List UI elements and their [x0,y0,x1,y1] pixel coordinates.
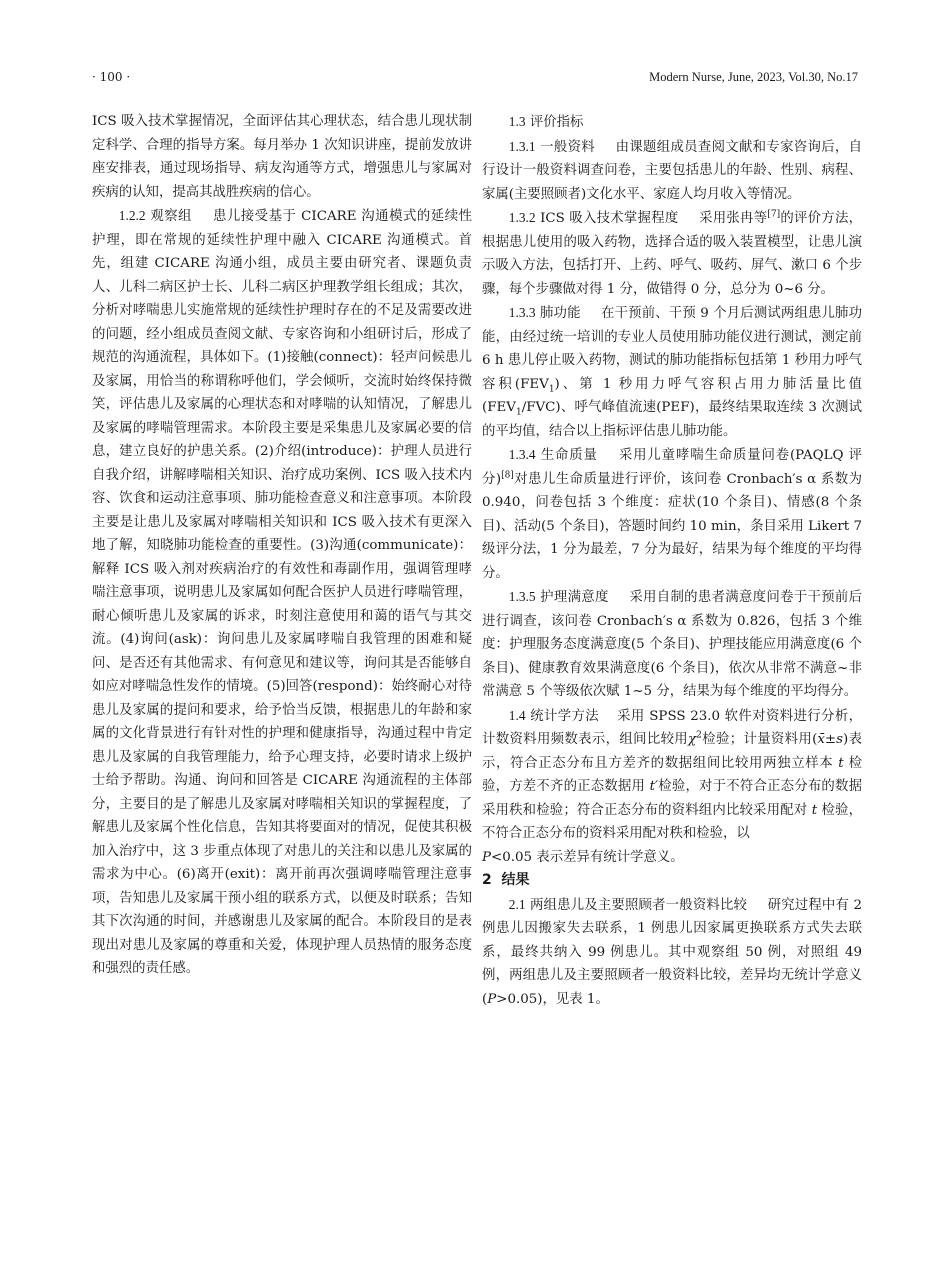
section-text: )、第 1 秒用力呼气容积占用力肺活量比值(FEV [482,376,862,415]
section-1-2-2 [92,204,472,981]
section-text: 由课题组成员查阅文献和专家咨询后，自行设计一般资料调查问卷，主要包括患儿的年龄、性别、病程、家属(主要照顾者)文化水平、家庭人均月收入等情况。 [482,139,863,202]
section-text: 检验，对于不符合正态分布的数据采用秩和检验；符合正态分布的资料组内比较采用配对 [482,779,863,818]
section-2-1 [482,893,862,1012]
section-1-3-5 [482,585,862,704]
citation-ref: [7] [767,209,781,220]
section-number: 1.3.5 [508,589,536,604]
superscript: 2 [696,730,702,741]
section-number: 2.1 [508,896,526,912]
section-title: ICS 吸入技术掌握程度 [540,211,679,226]
t-symbol: t [838,755,844,771]
section-number: 1.3.4 [508,447,536,462]
subscript: 1 [515,407,522,418]
p-symbol: P [482,849,492,865]
section-1-3-4 [482,443,862,585]
section-text: 采用自制的患者满意度问卷于干预前后进行调查，该问卷 Cronbach′s α 系数为 0.826，包括 3 个维度：护理服务态度满意度(5 个条目)、护理技能应用满意度(6 个条目)、健康教育效果满意度(6 个条目)，依次从非常不满意~非常满意 5 个等级依次赋 1~5 分，结果为每个维度的平均得分。 [482,590,863,699]
left-column [92,110,472,981]
section-text: 采用张冉等 [699,211,768,226]
section-number: 2 [482,872,492,888]
right-column [482,110,862,1011]
section-number: 1.3 [508,114,526,129]
section-text: 检验，不符合正态分布的资料采用配对秩和检验，以 [482,802,862,841]
section-title: 生命质量 [540,448,598,463]
section-text: /FVC)、呼气峰值流速(PEF)，最终结果取连续 3 次测试的平均值，结合以上指标评估患儿肺功能。 [482,400,862,439]
section-text: >0.05)，见表 1。 [496,991,609,1007]
section-number: 1.3.3 [508,305,536,320]
section-number: 1.3.1 [508,138,536,154]
section-1-4 [482,704,862,870]
section-text: <0.05 表示差异有统计学意义。 [491,849,684,865]
section-number: 1.4 [508,707,526,723]
section-title: 统计学方法 [530,708,600,724]
t-symbol: t [811,802,818,818]
section-title: 肺功能 [539,306,581,321]
section-title: 结果 [501,872,530,888]
section-text: 在干预前、干预 9 个月后测试两组患儿肺功能，由经过统一培训的专业人员使用肺功能仪进行测试，测定前 6 h 患儿停止吸入药物，测试的肺功能指标包括第 1 秒用力呼气容积(FEV [482,306,862,392]
citation-ref: [8] [501,470,514,481]
section-1-3-3 [482,301,862,443]
section-text: 检验，方差不齐的正态数据用 [482,755,862,794]
p-symbol: P [487,991,497,1007]
t-prime-symbol: t′ [649,779,659,794]
section-title: 观察组 [150,209,193,224]
section-text: )表示，符合正态分布且方差齐的数据组间比较用两独立样本 [482,732,862,771]
section-text: 的评价方法，根据患儿使用的吸入药物，选择合适的吸入装置模型，让患儿演示吸入方法，包括打开、上药、呼气、吸药、屏气、漱口 6 个步骤，每个步骤做对得 1 分，做错得 0 分，总分为 0~6 分。 [482,211,862,297]
section-text: 检验；计量资料用( [701,732,818,747]
mean-sd-symbol: x̄±s [817,732,844,747]
page-header [92,70,858,92]
section-text: 采用儿童哮喘生命质量问卷(PAQLQ 评分) [482,448,862,487]
section-title: 一般资料 [540,139,595,155]
chi-symbol: χ [688,732,697,747]
page-number: · 100 · [92,70,131,84]
paragraph-left-1: ICS 吸入技术掌握情况，全面评估其心理状态，结合患儿现状制定科学、合理的指导方案。每月举办 1 次知识讲座，提前发放讲座安排表，通过现场指导、病友沟通等方式，增强患儿与家属对疾病的认知，提高其战胜疾病的信心。 [92,114,472,200]
section-2-heading [482,869,862,893]
section-number: 1.3.2 [508,210,536,225]
subscript: 1 [548,384,555,395]
section-text: 采用 SPSS 23.0 软件对资料进行分析，计数资料用频数表示，组间比较用 [482,708,862,747]
section-text: 研究过程中有 2 例患儿因搬家失去联系，1 例患儿因家属更换联系方式失去联系，最终共纳入 99 例患儿。其中观察组 50 例，对照组 49 例，两组患儿及主要照顾者一般资料比较，差异均无统计学意义( [482,897,862,1007]
section-1-3-2 [482,206,862,301]
section-title: 护理满意度 [540,590,609,605]
section-1-3 [482,110,862,135]
section-title: 评价指标 [529,115,584,130]
section-text: 对患儿生命质量进行评价，该问卷 Cronbach′s α 系数为 0.940，问卷包括 3 个维度：症状(10 个条目)、情感(8 个条目)、活动(5 个条目)，答题时间约 10 min，条目采用 Likert 7 级评分法，1 分为最差，7 分为最好，结果为每个维度的平均得分。 [482,471,862,581]
section-number: 1.2.2 [118,208,146,223]
section-1-3-1 [482,135,862,207]
section-title: 两组患儿及主要照顾者一般资料比较 [529,897,748,913]
section-text: 患儿接受基于 CICARE 沟通模式的延续性护理，即在常规的延续性护理中融入 CICARE 沟通模式。首先，组建 CICARE 沟通小组，成员主要由研究者、课题负责人、儿科二病区护士长、儿科二病区护理教学组长组成；其次，分析对哮喘患儿实施常规的延续性护理时存在的不足及需要改进的问题，经小组成员查阅文献、专家咨询和小组研讨后，形成了规范的沟通流程，具体如下。(1)接触(connect)：轻声问候患儿及家属，用恰当的称谓称呼他们，学会倾听，交流时始终保持微笑，评估患儿及家属的心理状态和对哮喘的认知情况，了解患儿及家属的哮喘管理需求。本阶段主要是采集患儿及家属必要的信息，建立良好的护患关系。(2)介绍(introduce)：护理人员进行自我介绍，讲解哮喘相关知识、治疗成功案例、ICS 吸入技术内容、饮食和运动注意事项、肺功能检查意义和注意事项。本阶段主要是让患儿及家属对哮喘相关知识和 ICS 吸入技术有更深入地了解，知晓肺功能检查的重要性。(3)沟通(communicate)：解释 ICS 吸入剂对疾病治疗的有效性和毒副作用，强调管理哮喘注意事项，说明患儿及家属如何配合医护人员进行哮喘管理，耐心倾听患儿及家属的诉求，时刻注意使用和蔼的语气与其交流。(4)询问(ask)：询问患儿及家属哮喘自我管理的困难和疑问、是否还有其他需求、有何意见和建议等，询问其是否能够自如应对哮喘急性发作的情境。(5)回答(respond)：始终耐心对待患儿及家属的提问和要求，给予恰当反馈，根据患儿的年龄和家属的文化背景进行有针对性的护理和健康指导，沟通过程中肯定患儿及家属的自我管理能力，给予心理支持，必要时请求上级护士给予帮助。沟通、询问和回答是 CICARE 沟通流程的主体部分，主要目的是了解患儿及家属对哮喘相关知识的掌握程度，了解患儿及家属个性化信息，告知其将要面对的情况，促使其积极加入治疗中，这 3 步重点体现了对患儿的关注和以患儿及家属的需求为中心。(6)离开(exit)：离开前再次强调哮喘管理注意事项，告知患儿及家属干预小组的联系方式，以便及时联系；告知其下次沟通的时间，并感谢患儿及家属的配合。本阶段目的是表现出对患儿及家属的尊重和关爱，体现护理人员热情的服务态度和强烈的责任感。 [92,209,472,976]
journal-citation: Modern Nurse, June, 2023, Vol.30, No.17 [649,70,858,84]
